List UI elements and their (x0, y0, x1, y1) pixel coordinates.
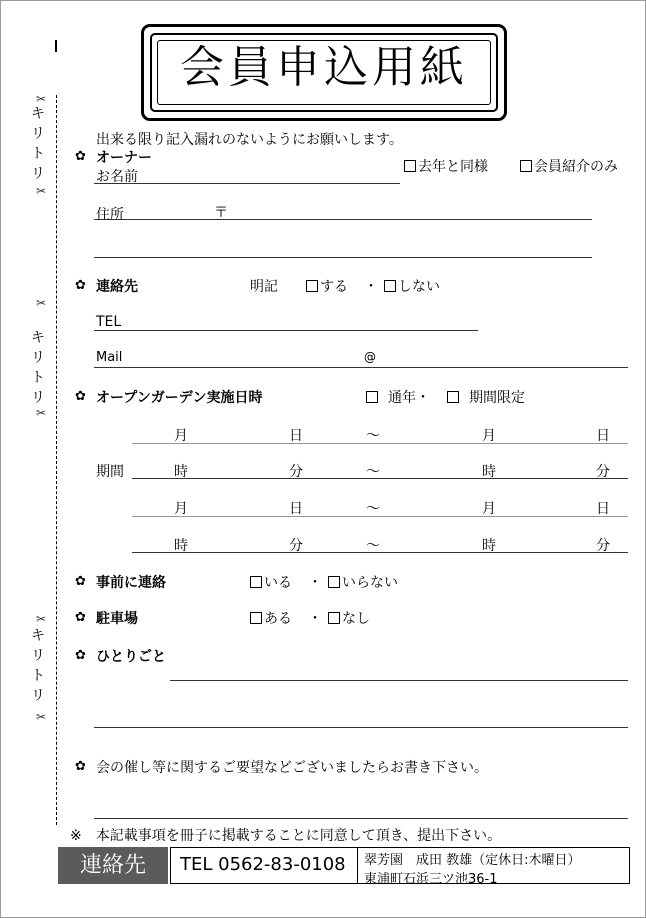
separator: ・ (308, 611, 322, 627)
footer-tel: TEL 0562-83-0108 (180, 854, 346, 875)
checkbox-limited-period[interactable]: 期間限定 (447, 387, 525, 407)
footer-contact-label: 連絡先 (58, 847, 168, 884)
checkbox-disclose-yes[interactable]: する (306, 276, 348, 296)
form-title: 会員申込用紙 (157, 40, 491, 105)
month-label: 月 (482, 428, 496, 444)
at-mark: @ (364, 350, 376, 364)
period-row-line[interactable] (132, 443, 628, 444)
month-label: 月 (482, 501, 496, 517)
mail-label: Mail (96, 350, 123, 365)
scissors-icon: ✂ (36, 184, 47, 198)
day-label: 日 (289, 501, 303, 517)
request-field[interactable] (94, 818, 628, 819)
flower-icon: ✿ (75, 648, 86, 663)
tilde: ～ (366, 428, 380, 444)
minute-label: 分 (289, 464, 303, 480)
day-label: 日 (596, 501, 610, 517)
postal-mark: 〒 (214, 205, 228, 221)
hour-label: 時 (174, 464, 188, 480)
flower-icon: ✿ (75, 278, 86, 293)
scissors-icon: ✂ (36, 406, 47, 420)
comment-heading: ひとりごと (96, 649, 166, 665)
checkbox-icon (306, 280, 318, 292)
tel-label: TEL (96, 314, 122, 330)
address-field[interactable] (94, 219, 592, 220)
separator: ・ (364, 279, 378, 295)
checkbox-year-round[interactable]: 通年・ (366, 387, 430, 407)
checkbox-icon (404, 160, 416, 172)
scissors-icon: ✂ (36, 612, 47, 626)
scissors-icon: ✂ (36, 92, 47, 106)
tilde: ～ (366, 464, 380, 480)
comment-field[interactable] (170, 680, 628, 681)
checkbox-icon (520, 160, 532, 172)
hour-label: 時 (482, 538, 496, 554)
checkbox-icon (328, 612, 340, 624)
scissors-icon: ✂ (36, 710, 47, 724)
checkbox-referral-only[interactable]: 会員紹介のみ (520, 156, 618, 176)
flower-icon: ✿ (75, 574, 86, 589)
day-label: 日 (596, 428, 610, 444)
checkbox-icon (366, 391, 378, 403)
title-frame (141, 24, 507, 121)
checkbox-advance-no[interactable]: いらない (328, 572, 398, 592)
name-label: お名前 (96, 169, 138, 185)
checkbox-disclose-no[interactable]: しない (384, 276, 440, 296)
flower-icon: ✿ (75, 389, 86, 404)
request-text: 会の催し等に関するご要望などございましたらお書き下さい。 (96, 760, 488, 776)
cut-label: キリトリ (31, 106, 45, 182)
parking-heading: 駐車場 (96, 611, 138, 627)
minute-label: 分 (596, 538, 610, 554)
open-garden-heading: オープンガーデン実施日時 (96, 390, 263, 406)
consent-notice: ※ 本記載事項を冊子に掲載することに同意して頂き、提出下さい。 (70, 828, 502, 844)
month-label: 月 (174, 428, 188, 444)
month-label: 月 (174, 501, 188, 517)
cut-label: キリトリ (31, 330, 45, 406)
mail-field[interactable] (94, 367, 628, 368)
checkbox-icon (447, 391, 459, 403)
disclose-label: 明記 (250, 279, 278, 295)
tilde: ～ (366, 538, 380, 554)
minute-label: 分 (289, 538, 303, 554)
owner-heading: オーナー (96, 150, 152, 166)
checkbox-icon (384, 280, 396, 292)
checkbox-parking-no[interactable]: なし (328, 608, 370, 628)
flower-icon: ✿ (75, 759, 86, 774)
checkbox-advance-yes[interactable]: いる (250, 572, 292, 592)
separator: ・ (308, 575, 322, 591)
comment-field-line2[interactable] (94, 727, 628, 728)
tilde: ～ (366, 501, 380, 517)
footer-address: 東浦町石浜三ツ池36-1 (364, 872, 498, 887)
footer-org: 翠芳園 成田 教雄（定休日:木曜日） (364, 853, 581, 868)
cut-mark (55, 40, 57, 52)
day-label: 日 (289, 428, 303, 444)
minute-label: 分 (596, 464, 610, 480)
footer-divider (357, 847, 358, 884)
address-field-line2[interactable] (94, 257, 592, 258)
checkbox-icon (250, 576, 262, 588)
checkbox-icon (328, 576, 340, 588)
period-row-line[interactable] (132, 478, 628, 479)
scissors-icon: ✂ (36, 296, 47, 310)
checkbox-last-year[interactable]: 去年と同様 (404, 156, 488, 176)
flower-icon: ✿ (75, 610, 86, 625)
intro-text: 出来る限り記入漏れのないようにお願いします。 (96, 132, 403, 148)
advance-contact-heading: 事前に連絡 (96, 575, 166, 591)
tel-field[interactable] (94, 330, 478, 331)
checkbox-parking-yes[interactable]: ある (250, 608, 292, 628)
cut-label: キリトリ (31, 628, 45, 704)
period-row-line[interactable] (132, 516, 628, 517)
hour-label: 時 (174, 538, 188, 554)
hour-label: 時 (482, 464, 496, 480)
checkbox-icon (250, 612, 262, 624)
cut-line (56, 95, 57, 825)
name-field[interactable] (94, 183, 400, 184)
period-row-line[interactable] (132, 552, 628, 553)
address-label: 住所 (96, 207, 124, 223)
flower-icon: ✿ (75, 149, 86, 164)
contact-heading: 連絡先 (96, 279, 138, 295)
period-label: 期間 (96, 464, 124, 480)
